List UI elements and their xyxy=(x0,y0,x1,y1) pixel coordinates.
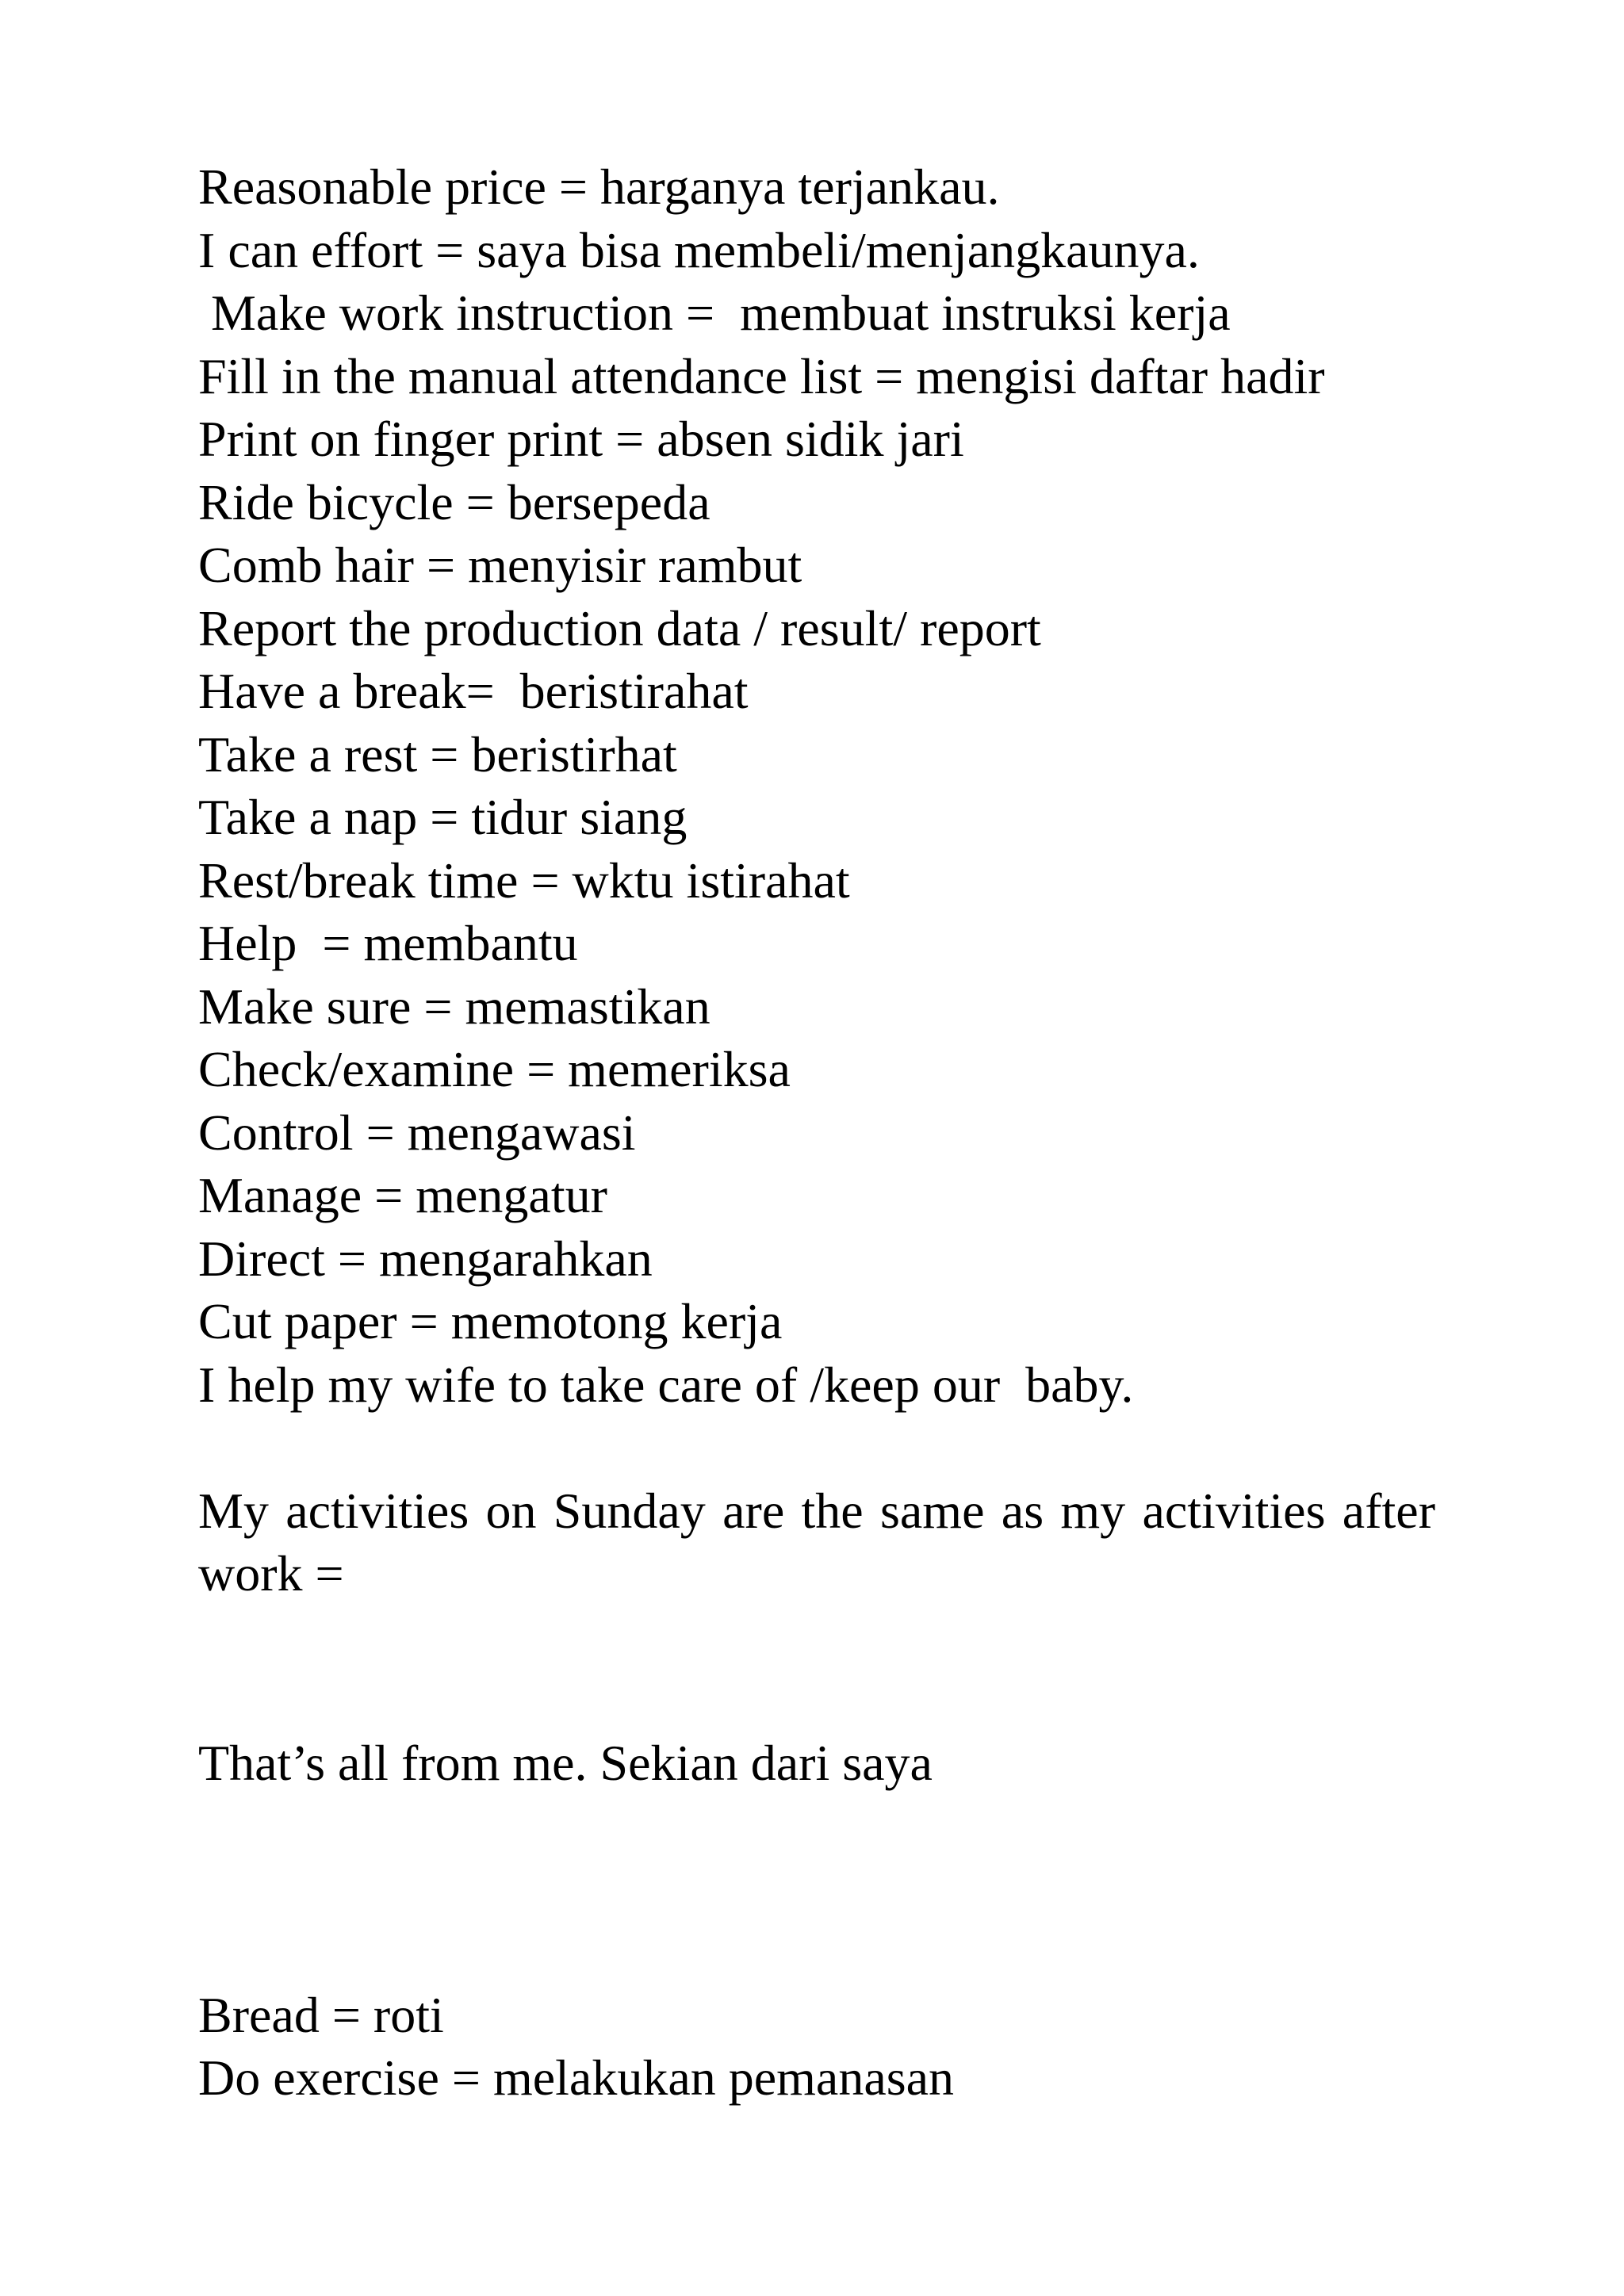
vocab-line: Take a nap = tidur siang xyxy=(198,789,688,845)
vocab-line: Comb hair = menyisir rambut xyxy=(198,537,802,593)
vocab-line: I can effort = saya bisa membeli/menjangkaunya. xyxy=(198,221,1200,278)
vocab-line: Check/examine = memeriksa xyxy=(198,1041,791,1097)
vocab-line: Control = mengawasi xyxy=(198,1104,636,1161)
vocab-line: Bread = roti xyxy=(198,1986,444,2043)
vocab-line: Take a rest = beristirhat xyxy=(198,725,677,783)
vocab-line: Make work instruction = membuat instruksi kerja xyxy=(198,285,1231,341)
sunday-activities-paragraph: My activities on Sunday are the same as my activities after work = xyxy=(198,1482,1435,1601)
vocab-line: Rest/break time = wktu istirahat xyxy=(198,851,850,909)
vocab-line: Make sure = memastikan xyxy=(198,978,710,1035)
vocab-line: Have a break= beristirahat xyxy=(198,663,749,719)
extra-vocabulary-list xyxy=(198,1984,1435,2110)
vocab-line: Report the production data / result/ report xyxy=(198,599,1041,656)
spacer xyxy=(198,1416,1435,1479)
vocab-line: Fill in the manual attendance list = mengisi daftar hadir xyxy=(198,347,1325,404)
vocabulary-list xyxy=(198,155,1435,1416)
vocab-line: Reasonable price = harganya terjankau. xyxy=(198,159,1000,215)
vocab-line: Do exercise = melakukan pemanasan xyxy=(198,2049,955,2106)
vocab-line: Manage = mengatur xyxy=(198,1167,607,1223)
spacer xyxy=(198,1605,1435,1732)
vocab-line: Ride bicycle = bersepeda xyxy=(198,473,710,530)
closing-line: That’s all from me. Sekian dari saya xyxy=(198,1734,933,1791)
vocab-line: Print on finger print = absen sidik jari xyxy=(198,411,964,467)
vocab-line: Direct = mengarahkan xyxy=(198,1230,653,1287)
document-body xyxy=(198,155,1435,2110)
spacer xyxy=(198,1794,1435,1984)
vocab-line: Help = membantu xyxy=(198,915,578,971)
vocab-line: Cut paper = memotong kerja xyxy=(198,1293,783,1349)
vocab-line: I help my wife to take care of /keep our baby. xyxy=(198,1356,1134,1413)
